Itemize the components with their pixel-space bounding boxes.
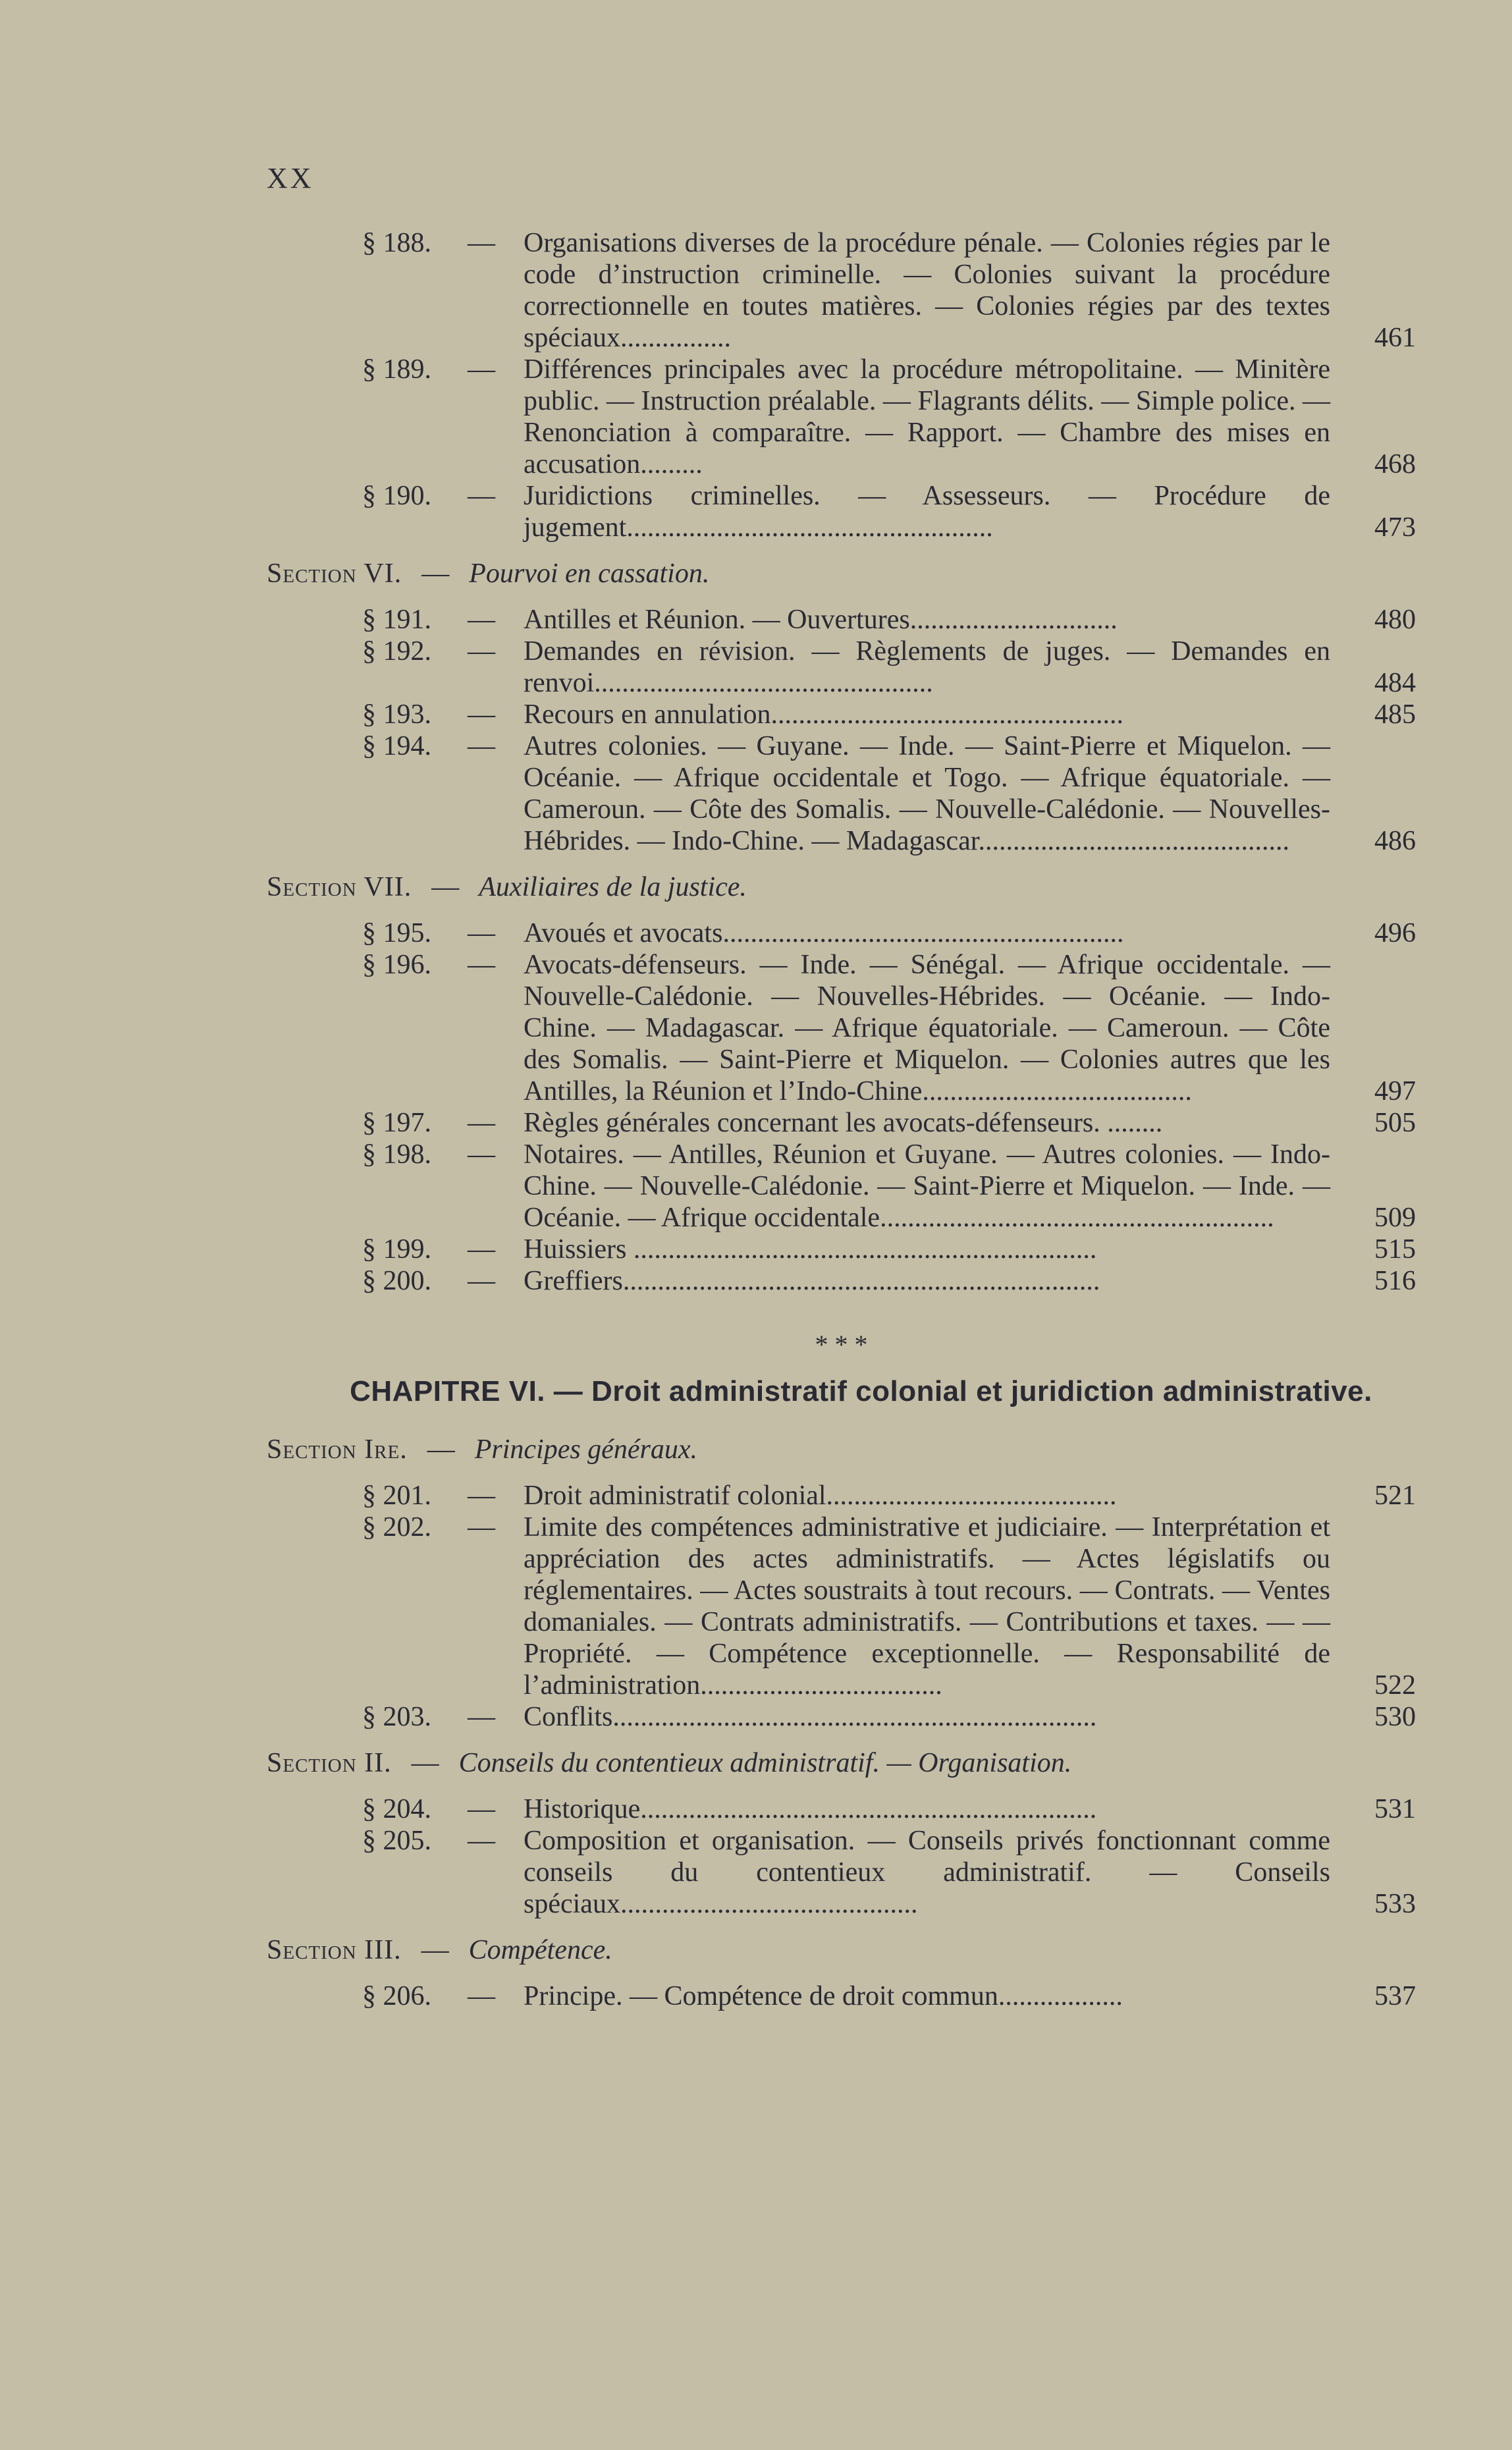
entry-dash: —: [468, 1266, 495, 1296]
entry-page: 505: [1374, 1108, 1416, 1138]
entry-dash: —: [468, 481, 495, 511]
entry-text: Autres colonies. — Guyane. — Inde. — Saint-Pierre et Miquelon. — Océanie. — Afrique occidentale et Togo. — Afrique équatoriale. — Cameroun. — Côte des Somalis. — Nouvelle-Calédonie. — Nouvelles-Hébrides. — Indo-Chine. — Madagascar.............................................: [524, 731, 1330, 856]
toc-entry: [267, 1480, 1416, 1511]
entry-dash: —: [468, 1794, 495, 1824]
section-title: Pourvoi en cassation.: [469, 558, 710, 589]
entry-page: 516: [1374, 1266, 1416, 1296]
entry-number: § 193.: [362, 699, 431, 730]
entry-number: § 197.: [362, 1108, 431, 1138]
chapter-title: CHAPITRE VI. — Droit administratif colonial et juridiction administrative.: [350, 1375, 1372, 1407]
entry-number: § 194.: [362, 731, 431, 761]
section-dash: —: [421, 1935, 449, 1965]
section-title: Conseils du contentieux administratif. — Organisation.: [458, 1748, 1072, 1778]
entry-text: Principe. — Compétence de droit commun..................: [524, 1981, 1123, 2011]
toc-entry: [267, 699, 1416, 730]
entry-page: 497: [1374, 1076, 1416, 1106]
toc-entry: [267, 1139, 1416, 1234]
entry-number: § 196.: [362, 950, 431, 980]
toc-entry: [267, 604, 1416, 636]
toc-block-6: [267, 1980, 1416, 2012]
toc-entry: [267, 480, 1416, 543]
toc-block-3: [267, 917, 1416, 1297]
entry-text: Composition et organisation. — Conseils privés fonctionnant comme conseils du contentieux administratif. — Conseils spéciaux...........................................: [524, 1826, 1330, 1919]
section-heading: [267, 1934, 1416, 1966]
entry-number: § 199.: [362, 1234, 431, 1265]
entry-text: Organisations diverses de la procédure pénale. — Colonies régies par le code d’instruction criminelle. — Colonies suivant la procédure correctionnelle en toutes matières. — Colonies régies par des textes spéciaux................: [524, 228, 1330, 353]
toc-entry: [267, 1265, 1416, 1297]
toc-entry: [267, 1701, 1416, 1733]
entry-dash: —: [468, 1512, 495, 1542]
entry-page: 509: [1374, 1203, 1416, 1233]
section-title: Compétence.: [468, 1935, 612, 1965]
table-of-contents: [267, 227, 1416, 2012]
toc-entry: [267, 227, 1416, 354]
entry-page: 473: [1374, 512, 1416, 543]
asterism: * * *: [815, 1330, 868, 1359]
section-heading: [267, 1434, 1416, 1465]
toc-entry: [267, 949, 1416, 1107]
section-label: Section III.: [267, 1935, 402, 1965]
section-label: Section Ire.: [267, 1434, 408, 1465]
section-dash: —: [431, 872, 460, 902]
section-dash: —: [421, 558, 450, 589]
entry-page: 486: [1374, 826, 1416, 856]
entry-dash: —: [468, 731, 495, 761]
entry-page: 530: [1374, 1702, 1416, 1732]
section-heading: [267, 558, 1416, 589]
entry-dash: —: [468, 1108, 495, 1138]
toc-entry: [267, 1511, 1416, 1701]
entry-number: § 195.: [362, 918, 431, 948]
section-title: Principes généraux.: [474, 1434, 697, 1465]
entry-number: § 205.: [362, 1826, 431, 1856]
section-title: Auxiliaires de la justice.: [479, 872, 747, 902]
entry-page: 484: [1374, 668, 1416, 698]
section-heading: [267, 871, 1416, 903]
entry-page: 468: [1374, 449, 1416, 479]
page-folio: XX: [267, 162, 314, 194]
entry-page: 522: [1374, 1670, 1416, 1701]
toc-block-5: [267, 1793, 1416, 1920]
entry-page: 521: [1374, 1481, 1416, 1511]
entry-page: 537: [1374, 1981, 1416, 2011]
entry-page: 515: [1374, 1234, 1416, 1265]
entry-text: Différences principales avec la procédure métropolitaine. — Minitère public. — Instruction préalable. — Flagrants délits. — Simple police. — Renonciation à comparaître. — Rapport. — Chambre des mises en accusation.........: [524, 354, 1330, 479]
entry-page: 496: [1374, 918, 1416, 948]
toc-block-1: [267, 227, 1416, 543]
section-dash: —: [427, 1434, 455, 1465]
section-label: Section VI.: [267, 558, 402, 589]
entry-number: § 204.: [362, 1794, 431, 1824]
entry-dash: —: [468, 950, 495, 980]
entry-dash: —: [468, 1981, 495, 2011]
entry-number: § 190.: [362, 481, 431, 511]
toc-entry: [267, 1793, 1416, 1825]
section-label: Section VII.: [267, 872, 412, 902]
toc-entry: [267, 354, 1416, 480]
entry-number: § 201.: [362, 1481, 431, 1511]
entry-text: Avocats-défenseurs. — Inde. — Sénégal. — Afrique occidentale. — Nouvelle-Calédonie. — Nouvelles-Hébrides. — Océanie. — Indo-Chine. — Madagascar. — Afrique équatoriale. — Cameroun. — Côte des Somalis. — Saint-Pierre et Miquelon. — Colonies autres que les Antilles, la Réunion et l’Indo-Chine.......................................: [524, 950, 1330, 1106]
entry-dash: —: [468, 699, 495, 730]
toc-entry: [267, 1980, 1416, 2012]
entry-number: § 188.: [362, 228, 431, 258]
toc-entry: [267, 730, 1416, 857]
entry-dash: —: [468, 354, 495, 385]
entry-number: § 192.: [362, 636, 431, 667]
entry-text: Notaires. — Antilles, Réunion et Guyane. — Autres colonies. — Indo-Chine. — Nouvelle-Calédonie. — Saint-Pierre et Miquelon. — Inde. — Océanie. — Afrique occidentale.........................................................: [524, 1139, 1330, 1233]
toc-block-4: [267, 1480, 1416, 1733]
entry-page: 480: [1374, 605, 1416, 635]
entry-text: Droit administratif colonial..........................................: [524, 1481, 1117, 1511]
entry-dash: —: [468, 1702, 495, 1732]
entry-text: Demandes en révision. — Règlements de juges. — Demandes en renvoi.................................................: [524, 636, 1330, 698]
entry-number: § 202.: [362, 1512, 431, 1542]
section-heading: [267, 1747, 1416, 1779]
toc-block-2: [267, 604, 1416, 857]
entry-dash: —: [468, 636, 495, 667]
entry-text: Antilles et Réunion. — Ouvertures..............................: [524, 605, 1118, 635]
entry-text: Huissiers ...................................................................: [524, 1234, 1097, 1265]
entry-dash: —: [468, 1481, 495, 1511]
toc-entry: [267, 636, 1416, 699]
entry-text: Limite des compétences administrative et judiciaire. — Interprétation et appréciation des actes administratifs. — Actes législatifs ou réglementaires. — Actes soustraits à tout recours. — Contrats. — Ventes domaniales. — Contrats administratifs. — Contributions et taxes. — — Propriété. — Compétence exceptionnelle. — Responsabilité de l’administration...................................: [524, 1512, 1330, 1701]
entry-page: 531: [1374, 1794, 1416, 1824]
entry-number: § 203.: [362, 1702, 431, 1732]
entry-dash: —: [468, 605, 495, 635]
entry-text: Greffiers.....................................................................: [524, 1266, 1100, 1296]
toc-entry: [267, 917, 1416, 949]
entry-number: § 198.: [362, 1139, 431, 1170]
entry-number: § 206.: [362, 1981, 431, 2011]
entry-dash: —: [468, 1826, 495, 1856]
entry-page: 485: [1374, 699, 1416, 730]
entry-text: Avoués et avocats..........................................................: [524, 918, 1124, 948]
entry-text: Règles générales concernant les avocats-défenseurs. ........: [524, 1108, 1163, 1138]
entry-text: Historique..................................................................: [524, 1794, 1097, 1824]
toc-entry: [267, 1825, 1416, 1920]
entry-dash: —: [468, 1139, 495, 1170]
entry-text: Conflits......................................................................: [524, 1702, 1097, 1732]
toc-entry: [267, 1234, 1416, 1265]
section-label: Section II.: [267, 1748, 392, 1778]
section-dash: —: [411, 1748, 439, 1778]
entry-number: § 191.: [362, 605, 431, 635]
entry-page: 533: [1374, 1889, 1416, 1919]
entry-dash: —: [468, 1234, 495, 1265]
entry-dash: —: [468, 228, 495, 258]
entry-page: 461: [1374, 323, 1416, 353]
entry-number: § 200.: [362, 1266, 431, 1296]
entry-number: § 189.: [362, 354, 431, 385]
entry-dash: —: [468, 918, 495, 948]
entry-text: Recours en annulation...................................................: [524, 699, 1124, 730]
entry-text: Juridictions criminelles. — Assesseurs. — Procédure de jugement.....................................................: [524, 481, 1330, 543]
toc-entry: [267, 1107, 1416, 1139]
